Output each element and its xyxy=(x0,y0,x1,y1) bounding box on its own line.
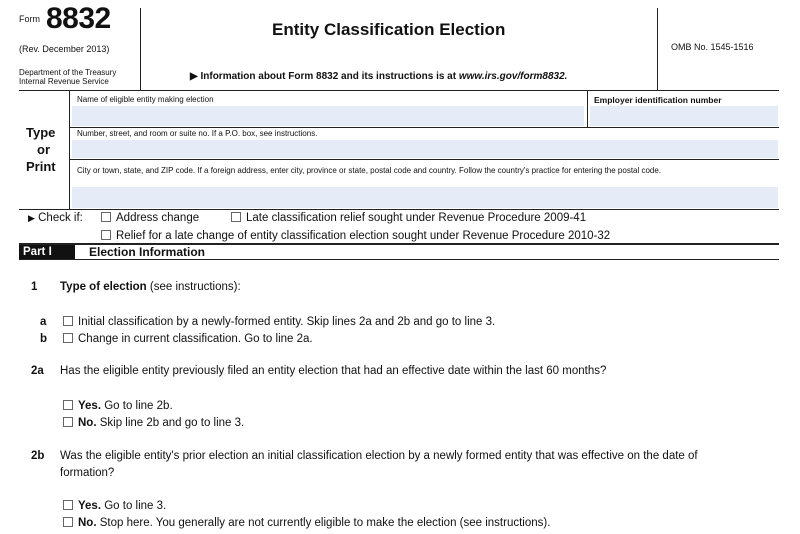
line-2a-yes-option[interactable]: Yes. Go to line 2b. xyxy=(63,400,173,412)
address-change-option[interactable]: Address change xyxy=(101,212,199,224)
line-2b-no-checkbox[interactable] xyxy=(63,517,73,527)
line-2b-no-option[interactable]: No. Stop here. You generally are not currently eligible to make the election (see instructions). xyxy=(63,517,550,529)
city-field[interactable] xyxy=(72,187,778,208)
department-line-2: Internal Revenue Service xyxy=(19,77,109,86)
initial-classification-option[interactable]: Initial classification by a newly-formed entity. Skip lines 2a and 2b and go to line 3. xyxy=(63,316,495,328)
omb-number: OMB No. 1545-1516 xyxy=(671,42,754,52)
side-label-type: Type xyxy=(26,125,56,140)
address-change-checkbox[interactable] xyxy=(101,212,111,222)
late-relief-2010-option[interactable]: Relief for a late change of entity classification election sought under Revenue Procedure 2010-32 xyxy=(101,230,610,242)
department-line-1: Department of the Treasury xyxy=(19,68,117,77)
line-letter: a xyxy=(40,316,47,328)
form-title: Entity Classification Election xyxy=(272,20,506,39)
revision-date: (Rev. December 2013) xyxy=(19,44,110,54)
late-relief-2010-checkbox[interactable] xyxy=(101,230,111,240)
line-number: 1 xyxy=(31,281,38,293)
line-2a-no-checkbox[interactable] xyxy=(63,417,73,427)
line-2b-question-line-2: formation? xyxy=(60,467,115,479)
initial-classification-checkbox[interactable] xyxy=(63,316,73,326)
line-number: 2b xyxy=(31,450,45,462)
line-2a-no-option[interactable]: No. Skip line 2b and go to line 3. xyxy=(63,417,244,429)
ein-label: Employer identification number xyxy=(594,95,722,105)
city-label: City or town, state, and ZIP code. If a foreign address, enter city, province or state, postal code and country. Follow the country's practice for entering the postal code. xyxy=(77,166,662,175)
ein-field[interactable] xyxy=(590,106,778,126)
address-field[interactable] xyxy=(72,140,778,158)
entity-name-label: Name of eligible entity making election xyxy=(77,95,214,104)
side-label-print: Print xyxy=(26,159,56,174)
arrow-right-icon: ▶ xyxy=(190,71,198,82)
info-text: Information about Form 8832 and its instructions is at xyxy=(200,71,459,82)
change-classification-option[interactable]: Change in current classification. Go to line 2a. xyxy=(63,333,313,345)
line-number: 2a xyxy=(31,365,44,377)
line-2a-yes-checkbox[interactable] xyxy=(63,400,73,410)
late-relief-2009-checkbox[interactable] xyxy=(231,212,241,222)
line-letter: b xyxy=(40,333,48,345)
entity-name-field[interactable] xyxy=(72,106,584,126)
part-tag: Part I xyxy=(19,245,75,259)
info-line xyxy=(190,71,567,82)
arrow-right-icon: ▶ xyxy=(28,213,35,223)
line-1-label: Type of election (see instructions): xyxy=(60,281,241,293)
late-relief-2009-option[interactable]: Late classification relief sought under Revenue Procedure 2009-41 xyxy=(231,212,586,224)
side-label-or: or xyxy=(37,142,50,157)
line-2b-yes-option[interactable]: Yes. Go to line 3. xyxy=(63,500,166,512)
check-if-label: ▶ Check if: xyxy=(28,212,83,224)
form-number: 8832 xyxy=(46,2,111,35)
form-url-link[interactable]: www.irs.gov/form8832. xyxy=(458,71,568,82)
form-label: Form xyxy=(19,14,40,24)
change-classification-checkbox[interactable] xyxy=(63,333,73,343)
line-2b-question-line-1: Was the eligible entity's prior election an initial classification election by a newly formed entity that was effective on the date of xyxy=(60,450,698,462)
part-title: Election Information xyxy=(89,245,206,259)
line-2a-question: Has the eligible entity previously filed an entity election that had an effective date within the last 60 months? xyxy=(60,365,607,377)
address-label: Number, street, and room or suite no. If a P.O. box, see instructions. xyxy=(77,129,318,138)
line-2b-yes-checkbox[interactable] xyxy=(63,500,73,510)
